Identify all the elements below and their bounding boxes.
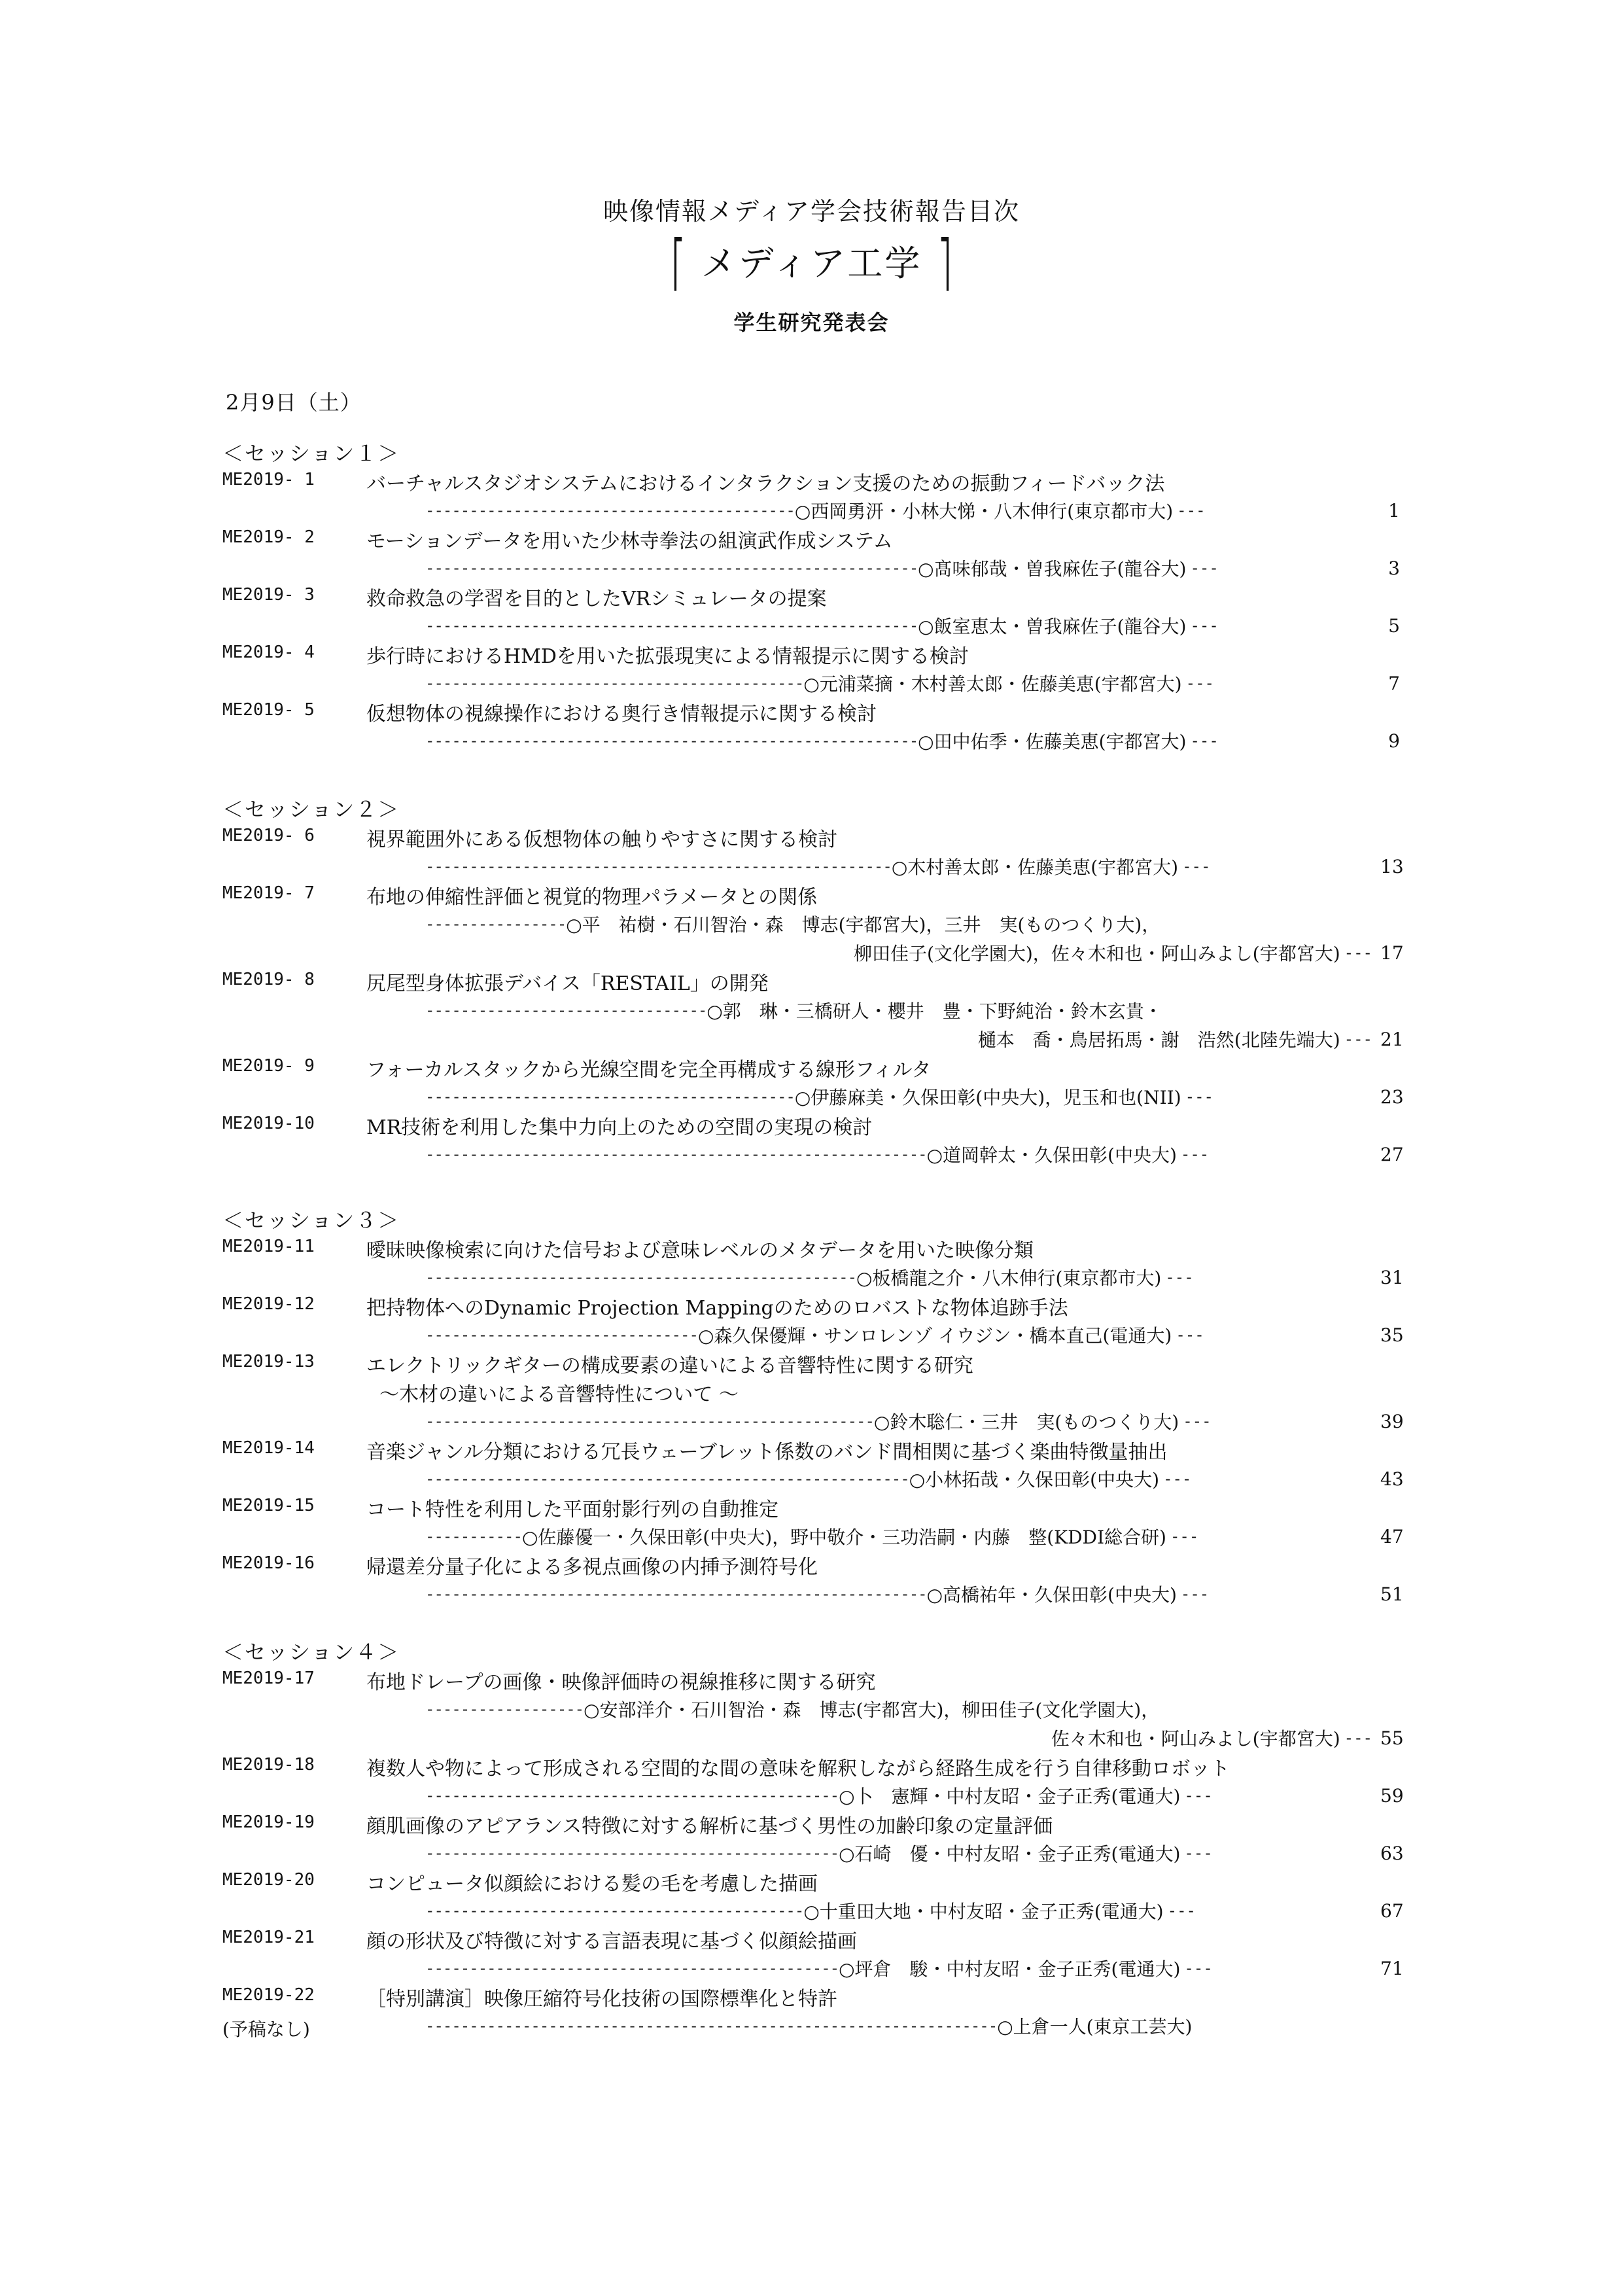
entry-authors: ○木村善太郎・佐藤美恵(宇都宮大): [891, 857, 1179, 878]
entry-title: コート特性を利用した平面射影行列の自動推定: [366, 1498, 778, 1521]
entry-title-line: [222, 582, 1400, 611]
page-number: 27: [1380, 1143, 1404, 1165]
entry-title: 顔肌画像のアピアランス特徴に対する解析に基づく男性の加齢印象の定量評価: [366, 1815, 1053, 1838]
toc-entry: [222, 1810, 1404, 1867]
entry-title: 帰還差分量子化による多視点画像の内挿予測符号化: [366, 1556, 818, 1579]
entry-author-line: [222, 496, 1400, 525]
leader-tail: ---: [1184, 1786, 1213, 1805]
toc-entry: [222, 881, 1404, 967]
entry-id: ME2019-14: [222, 1438, 315, 1458]
entry-title: 布地ドレープの画像・映像評価時の視線推移に関する研究: [366, 1671, 876, 1694]
entry-title-line: [222, 1234, 1400, 1263]
entry-id: ME2019-20: [222, 1870, 315, 1890]
entry-authors: ○卜 憲輝・中村友昭・金子正秀(電通大): [839, 1786, 1181, 1807]
page-number: 51: [1380, 1583, 1404, 1605]
event-title: 学生研究発表会: [733, 310, 890, 335]
group-title: メディア工学: [701, 243, 922, 284]
entry-title-line: [222, 1292, 1400, 1320]
entry-title-line: [222, 1666, 1400, 1695]
session-4: [222, 1636, 1404, 2040]
toc-entry: [222, 1349, 1404, 1436]
toc-entry: [222, 640, 1400, 698]
entry-title-line: [222, 1925, 1400, 1954]
entry-authors: ○西岡勇汧・小林大悌・八木伸行(東京都市大): [794, 501, 1174, 522]
entry-authors: ○石崎 優・中村友昭・金子正秀(電通大): [839, 1843, 1181, 1865]
entry-author-line: [222, 1580, 1404, 1608]
entry-id: ME2019-18: [222, 1755, 315, 1775]
entry-title-line: [222, 1867, 1400, 1896]
entry-authors: ○十重田大地・中村友昭・金子正秀(電通大): [803, 1901, 1164, 1922]
entry-id: ME2019- 7: [222, 883, 315, 903]
entry-title: 布地の伸縮性評価と視覚的物理パラメータとの関係: [366, 886, 818, 909]
leader-dashes: --------------------------------------------------------: [425, 559, 918, 577]
entry-title-line: [222, 1983, 1400, 2011]
entry-title-line: [222, 967, 1400, 996]
page-number: 43: [1380, 1468, 1404, 1490]
entry-authors: ○鈴木聡仁・三井 実(ものつくり大): [873, 1411, 1179, 1433]
entry-author-continuation: [222, 1723, 1404, 1752]
entry-authors: ○郭 琳・三橋研人・櫻井 豊・下野純治・鈴木玄貴・: [707, 1000, 1162, 1022]
leader-tail: ---: [1163, 1470, 1192, 1488]
entry-authors: ○髙味郁哉・曽我麻佐子(龍谷大): [918, 558, 1187, 580]
toc-entry: [222, 823, 1404, 881]
leader-dashes: -----------------------------------------------------: [425, 857, 892, 875]
entry-authors: ○森久保優輝・サンロレンゾ イウジン・橋本直己(電通大): [697, 1325, 1172, 1347]
leader-dashes: -------------------------------------------------------: [425, 1470, 909, 1488]
entry-id: ME2019- 8: [222, 970, 315, 989]
leader-dashes: ---------------------------------------------------------: [425, 1585, 927, 1603]
entry-id: ME2019-16: [222, 1553, 315, 1573]
toc-entry: [222, 967, 1404, 1053]
leader-dashes: -----------------------------------------------: [425, 1959, 839, 1977]
leader-dashes: -------------------------------------------: [425, 1901, 804, 1920]
entry-authors: ○上倉一人(東京工芸大): [997, 2016, 1193, 2038]
toc-entry: [222, 1493, 1404, 1551]
toc-entry: [222, 1925, 1404, 1983]
entry-id: ME2019- 6: [222, 826, 315, 845]
session-heading: ＜セッション３＞: [222, 1208, 400, 1233]
entry-id: ME2019-10: [222, 1114, 315, 1133]
page-number: 5: [1388, 614, 1400, 637]
entry-author-line: [222, 996, 1400, 1025]
page-number: 39: [1380, 1410, 1404, 1432]
page-number: 1: [1388, 499, 1400, 521]
session-3: [222, 1204, 1404, 1608]
session-heading: ＜セッション２＞: [222, 797, 400, 822]
entry-title: 複数人や物によって形成される空間的な間の意味を解釈しながら経路生成を行う自律移動ロボット: [366, 1757, 1230, 1780]
leader-dashes: --------------------------------------------------------: [425, 732, 918, 750]
leader-tail: ---: [1177, 501, 1206, 520]
leader-dashes: -------------------------------------------: [425, 674, 804, 692]
toc-entry: [222, 1436, 1404, 1493]
entry-title-line: [222, 1436, 1400, 1464]
session-heading: ＜セッション４＞: [222, 1640, 400, 1665]
entry-title-line: [222, 1053, 1400, 1082]
toc-entry: [222, 525, 1400, 582]
page-number: 35: [1380, 1324, 1404, 1346]
entry-author-line: [222, 1896, 1404, 1925]
entry-title: バーチャルスタジオシステムにおけるインタラクション支援のための振動フィードバック法: [366, 472, 1165, 495]
leader-dashes: ------------------: [425, 1700, 584, 1718]
entry-title: ［特別講演］映像圧縮符号化技術の国際標準化と特許: [366, 1988, 837, 2011]
leader-tail: ---: [1344, 1030, 1372, 1048]
entry-authors: ○道岡幹太・久保田彰(中央大): [926, 1144, 1177, 1166]
entry-subtitle-line: [222, 1378, 1400, 1407]
entry-title: エレクトリックギターの構成要素の違いによる音響特性に関する研究: [366, 1354, 973, 1377]
left-bracket-icon: ⎡: [672, 237, 684, 291]
entry-title: 救命救急の学習を目的としたVRシミュレータの提案: [366, 588, 827, 610]
entry-author-continuation: [222, 1025, 1404, 1053]
leader-tail: ---: [1190, 732, 1219, 750]
entry-note: (予稿なし): [222, 2019, 310, 2040]
entry-authors: ○元浦菜摘・木村善太郎・佐藤美恵(宇都宮大): [803, 673, 1182, 695]
entry-title-line: [222, 1810, 1400, 1839]
leader-tail: ---: [1165, 1268, 1194, 1286]
entry-title-line: [222, 1493, 1400, 1522]
entry-title: モーションデータを用いた少林寺拳法の組演武作成システム: [366, 530, 893, 553]
entry-title: 歩行時におけるHMDを用いた拡張現実による情報提示に関する検討: [366, 645, 969, 668]
entry-subtitle: ～木材の違いによる音響特性について ～: [379, 1383, 739, 1406]
entry-author-line: [222, 1407, 1404, 1436]
entry-authors: ○板橋龍之介・八木伸行(東京都市大): [856, 1267, 1162, 1289]
entry-title-line: [222, 698, 1400, 726]
entry-authors-cont: 佐々木和也・阿山みよし(宇都宮大): [1051, 1728, 1340, 1750]
entry-title-line: [222, 1752, 1400, 1781]
toc-entry: [222, 1551, 1404, 1608]
page-number: 59: [1380, 1784, 1404, 1807]
entry-title: フォーカルスタックから光線空間を完全再構成する線形フィルタ: [366, 1059, 932, 1082]
leader-tail: ---: [1190, 616, 1219, 635]
leader-tail: ---: [1183, 1412, 1212, 1430]
entry-id: ME2019-22: [222, 1985, 315, 2005]
entry-id: ME2019- 3: [222, 585, 315, 605]
page-number: 23: [1380, 1086, 1404, 1108]
entry-author-line: [222, 1263, 1404, 1292]
toc-entry: [222, 1867, 1404, 1925]
page-number: 7: [1388, 672, 1400, 694]
leader-tail: ---: [1170, 1527, 1199, 1545]
leader-tail: ---: [1185, 1087, 1213, 1106]
page-number: 55: [1380, 1727, 1404, 1749]
entry-author-line: [222, 1522, 1404, 1551]
entry-author-line: [222, 726, 1400, 755]
page-number: 13: [1380, 855, 1404, 877]
leader-dashes: ------------------------------------------: [425, 501, 795, 520]
session-2: [222, 793, 1404, 1169]
right-bracket-icon: ⎤: [939, 237, 951, 291]
entry-id: ME2019-17: [222, 1669, 315, 1688]
entry-title-line: [222, 823, 1400, 852]
leader-dashes: -----------------------------------------------------------------: [425, 2017, 998, 2035]
entry-author-line: [222, 2011, 1400, 2040]
entry-title: 把持物体へのDynamic Projection Mappingのためのロバストな物体追跡手法: [366, 1297, 1068, 1320]
leader-dashes: -------------------------------------------------: [425, 1268, 857, 1286]
entry-title-line: [222, 467, 1400, 496]
entry-title-line: [222, 1551, 1400, 1580]
session-heading: ＜セッション１＞: [222, 441, 400, 466]
entry-title-line: [222, 640, 1400, 669]
entry-authors: ○平 祐樹・石川智治・森 博志(宇都宮大)，三井 実(ものつくり大)，: [566, 914, 1161, 936]
entry-authors: ○田中佑季・佐藤美恵(宇都宮大): [918, 731, 1187, 752]
leader-tail: ---: [1344, 944, 1372, 962]
entry-title: コンピュータ似顔絵における髪の毛を考慮した描画: [366, 1873, 818, 1896]
entry-authors-cont: 柳田佳子(文化学園大)，佐々木和也・阿山みよし(宇都宮大): [853, 943, 1340, 964]
group-title-wrap: [0, 236, 1623, 291]
toc-entry: [222, 698, 1400, 755]
leader-dashes: -----------------------------------------------: [425, 1786, 839, 1805]
entry-author-line: [222, 611, 1400, 640]
page-number: 47: [1380, 1525, 1404, 1547]
leader-dashes: --------------------------------------------------------: [425, 616, 918, 635]
entry-id: ME2019- 1: [222, 470, 315, 489]
entry-authors: ○佐藤優一・久保田彰(中央大)，野中敬介・三功浩嗣・内藤 整(KDDI総合研): [521, 1527, 1166, 1548]
entry-id: ME2019- 2: [222, 527, 315, 547]
entry-title-line: [222, 1349, 1400, 1378]
leader-tail: ---: [1185, 674, 1214, 692]
page-number: 17: [1380, 942, 1404, 964]
entry-title: 尻尾型身体拡張デバイス「RESTAIL」の開発: [366, 972, 769, 995]
entry-title: 音楽ジャンル分類における冗長ウェーブレット係数のバンド間相関に基づく楽曲特徴量抽出: [366, 1441, 1168, 1464]
toc-entry: [222, 582, 1400, 640]
entry-title: MR技術を利用した集中力向上のための空間の実現の検討: [366, 1116, 873, 1139]
report-title: 映像情報メディア学会技術報告目次: [603, 197, 1020, 226]
leader-tail: ---: [1180, 1145, 1210, 1163]
entry-authors: ○伊藤麻美・久保田彰(中央大)，児玉和也(NII): [794, 1087, 1181, 1108]
toc-entry: [222, 1983, 1400, 2040]
toc-entry: [222, 1053, 1404, 1111]
entry-author-line: [222, 1781, 1404, 1810]
page-number: 71: [1380, 1957, 1404, 1979]
leader-tail: ---: [1184, 1844, 1213, 1862]
leader-tail: ---: [1180, 1585, 1210, 1603]
entry-id: ME2019-19: [222, 1812, 315, 1832]
entry-author-line: [222, 1954, 1404, 1983]
entry-authors: ○高橋祐年・久保田彰(中央大): [926, 1584, 1177, 1606]
toc-entry: [222, 1111, 1404, 1169]
entry-author-line: [222, 1082, 1404, 1111]
leader-dashes: ---------------------------------------------------: [425, 1412, 874, 1430]
entry-author-line: [222, 669, 1400, 698]
entry-author-line: [222, 1464, 1404, 1493]
page-number: 3: [1388, 557, 1400, 579]
page-number: 67: [1380, 1899, 1404, 1922]
entry-authors-cont: 樋本 喬・鳥居拓馬・謝 浩然(北陸先端大): [977, 1029, 1340, 1051]
entry-authors: ○坪倉 駿・中村友昭・金子正秀(電通大): [839, 1958, 1181, 1980]
event-date: 2月9日（土）: [226, 390, 362, 415]
page-number: 21: [1380, 1028, 1404, 1050]
entry-authors: ○飯室恵太・曽我麻佐子(龍谷大): [918, 616, 1187, 637]
leader-dashes: --------------------------------: [425, 1001, 707, 1019]
entry-id: ME2019- 4: [222, 643, 315, 662]
entry-author-line: [222, 852, 1404, 881]
toc-entry: [222, 1234, 1404, 1292]
leader-dashes: ----------------: [425, 915, 567, 933]
leader-dashes: ---------------------------------------------------------: [425, 1145, 927, 1163]
leader-tail: ---: [1167, 1901, 1196, 1920]
leader-tail: ---: [1344, 1729, 1372, 1747]
entry-author-continuation: [222, 938, 1404, 967]
entry-title: 仮想物体の視線操作における奥行き情報提示に関する検討: [366, 703, 877, 726]
toc-entry: [222, 1752, 1404, 1810]
entry-author-line: [222, 1140, 1404, 1169]
leader-tail: ---: [1190, 559, 1219, 577]
entry-author-line: [222, 1320, 1404, 1349]
entry-authors: ○安部洋介・石川智治・森 博志(宇都宮大)，柳田佳子(文化学園大)，: [584, 1699, 1160, 1721]
entry-author-line: [222, 1695, 1400, 1723]
entry-id: ME2019-13: [222, 1352, 315, 1371]
leader-dashes: -------------------------------: [425, 1326, 698, 1344]
entry-title-line: [222, 525, 1400, 554]
entry-id: ME2019-21: [222, 1928, 315, 1947]
entry-author-line: [222, 1839, 1404, 1867]
entry-id: ME2019- 5: [222, 700, 315, 720]
page-number: 31: [1380, 1266, 1404, 1288]
leader-dashes: -----------------------------------------------: [425, 1844, 839, 1862]
entry-title: 視界範囲外にある仮想物体の触りやすさに関する検討: [366, 828, 837, 851]
entry-title: 顔の形状及び特徴に対する言語表現に基づく似顔絵描画: [366, 1930, 857, 1953]
entry-id: ME2019-12: [222, 1294, 315, 1314]
toc-entry: [222, 1292, 1404, 1349]
entry-author-line: [222, 910, 1400, 938]
entry-title-line: [222, 1111, 1400, 1140]
entry-title: 曖昧映像検索に向けた信号および意味レベルのメタデータを用いた映像分類: [366, 1239, 1034, 1262]
toc-entry: [222, 467, 1400, 525]
entry-author-line: [222, 554, 1400, 582]
entry-title-line: [222, 881, 1400, 910]
leader-tail: ---: [1184, 1959, 1213, 1977]
entry-id: ME2019-11: [222, 1237, 315, 1256]
entry-authors: ○小林拓哉・久保田彰(中央大): [909, 1469, 1159, 1491]
leader-tail: ---: [1182, 857, 1211, 875]
leader-dashes: -----------: [425, 1527, 522, 1545]
leader-tail: ---: [1176, 1326, 1204, 1344]
leader-dashes: ------------------------------------------: [425, 1087, 795, 1106]
entry-id: ME2019-15: [222, 1496, 315, 1515]
page-number: 63: [1380, 1842, 1404, 1864]
page-number: 9: [1388, 730, 1400, 752]
session-1: [222, 437, 1400, 755]
toc-entry: [222, 1666, 1404, 1752]
entry-id: ME2019- 9: [222, 1056, 315, 1076]
